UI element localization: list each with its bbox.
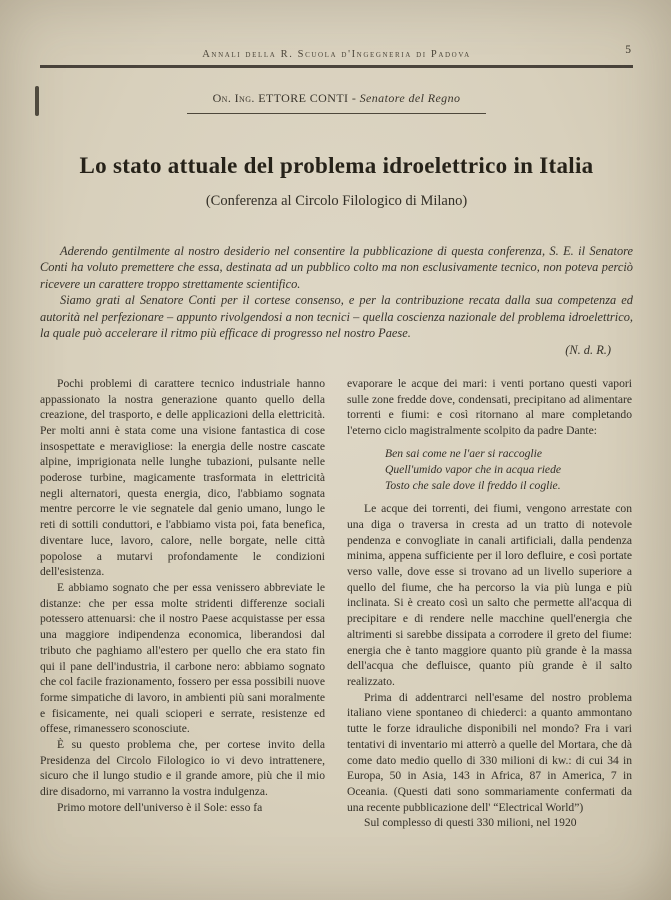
dante-verse-quote	[385, 446, 632, 495]
article-body	[40, 376, 633, 831]
editorial-note	[40, 243, 633, 359]
author-separator: -	[348, 91, 360, 105]
author-role: Senatore del Regno	[359, 91, 461, 105]
journal-title: Annali della R. Scuola d'Ingegneria di Padova	[202, 49, 471, 60]
author-block	[40, 89, 633, 114]
body-paragraph: Le acque dei torrenti, dei fiumi, vengono arrestate con una diga o traversa in cresta ad un tratto di notevole pendenza e convogliate in canali artificiali, dalla pendenza minima, appena sufficiente per il loro defluire, e così portate verso valle, dove esse si trovano ad un livello superiore a quello del fiume, che ha percorso la via più lunga e più inclinata. Si è creato così un salto che permette all'acqua di precipitare e di rendere nelle macchine quell'energia che altrimenti si sarebbe dissipata a corrodere il greto del fiume: energia che è tanto maggiore quanto più grande è la massa dell'acqua che defluisce, quanto più grande è il salto realizzato.	[347, 502, 632, 688]
verse-line: Ben sai come ne l'aer si raccoglie	[385, 446, 543, 460]
right-column	[347, 376, 632, 831]
header-rule	[40, 65, 633, 68]
verse-line: Tosto che sale dove il freddo il coglie.	[385, 479, 561, 493]
body-paragraph: È su questo problema che, per cortese invito della Presidenza del Circolo Filologico io vi devo intrattenere, sicuro che il lungo studio e il grande amore, più che il mio dire disadorno, mi varranno la vostra indulgenza.	[40, 738, 325, 799]
author-name: On. Ing. ETTORE CONTI	[212, 91, 349, 105]
body-paragraph: Sul complesso di questi 330 milioni, nel 1920	[364, 816, 577, 830]
body-paragraph: Pochi problemi di carattere tecnico industriale hanno appassionato la nostra generazione quanto quello della creazione, del trasporto, e delle applicazioni della elettricità. Per molti anni è stata come una visione fantastica di cose insospettate e meravigliose: la energia delle nostre cascate alpine, imprigionata nelle lunghe tubazioni, pulsante nelle poderose turbine, magicamente trasformata in elettricità negli alternatori, questa energia, dico, l'abbiamo sognata mentre percorre le vie segnatele dal genio umano, lungo le reti di sottili conduttori, e l'abbiamo vista poi, fata benefica, diventare luce, lavoro, calore, nelle borgate, nelle città popolose a mutarvi profondamente le condizioni dell'esistenza.	[40, 376, 325, 579]
editorial-paragraph-1: Aderendo gentilmente al nostro desiderio nel consentire la pubblicazione di questa conferenza, S. E. il Senatore Conti ha voluto premettere che essa, destinata ad un pubblico colto ma non esclusivamente tecnico, non poteva perciò ricevere un carattere troppo strettamente scientifico.	[40, 244, 633, 291]
body-paragraph: E abbiamo sognato che per essa venissero abbreviate le distanze: che per essa molte stridenti differenze sociali potessero attenuarsi: che il nostro Paese acquistasse per essa una maggiore indipendenza economica, liberandosi dal tributo che paghiamo all'estero per quello che era stato fin qui il pane dell'industria, il carbone nero: abbiamo sognato che col facile frazionamento, fossero per essa possibili nuove forme simpatiche di lavoro, in ambienti più sani moralmente e fisicamente, nei quali scioperi e serrate, resistenze ed offese, rimanessero sconosciute.	[40, 580, 325, 736]
verse-line: Quell'umido vapor che in acqua riede	[385, 462, 562, 476]
page-number: 5	[625, 44, 631, 56]
running-head	[40, 44, 633, 58]
article-title: Lo stato attuale del problema idroelettrico in Italia	[79, 153, 594, 178]
left-column	[40, 376, 325, 831]
body-paragraph: Prima di addentrarci nell'esame del nostro problema italiano viene spontaneo di chiederci: a quanto ammontano tutte le forze idrauliche disponibili nel mondo? Fra i vari tentativi di inventario mi atterrò a quelle del Mortara, che dà come dato medio quello di 330 milioni di kw.: di cui 34 in Europa, 50 in Asia, 143 in Africa, 87 in America, 7 in Oceania. (Questi dati sono sommariamente confermati da una recente pubblicazione dell' “Electrical World”)	[347, 690, 632, 814]
body-paragraph-continuation: evaporare le acque dei mari: i venti portano questi vapori sulle zone fredde dove, condensati, precipitano ad alimentare torrenti e fiumi: e così ritornano al mare completando l'eterno ciclo magistralmente scolpito da padre Dante:	[347, 376, 632, 437]
body-paragraph: Primo motore dell'universo è il Sole: esso fa	[57, 800, 263, 814]
ink-mark-artifact	[35, 86, 39, 116]
editorial-paragraph-2: Siamo grati al Senatore Conti per il cortese consenso, e per la contribuzione recata dalla sua competenza ed autorità nel perfezionare – appunto rivolgendosi a non tecnici – quella coscienza nazionale del problema idroelettrico, la quale può accelerare il ritmo più efficace di progresso nel nostro Paese.	[40, 293, 633, 341]
editorial-signature: (N. d. R.)	[565, 343, 611, 358]
article-subtitle: (Conferenza al Circolo Filologico di Milano)	[205, 193, 468, 209]
author-line	[187, 91, 487, 114]
